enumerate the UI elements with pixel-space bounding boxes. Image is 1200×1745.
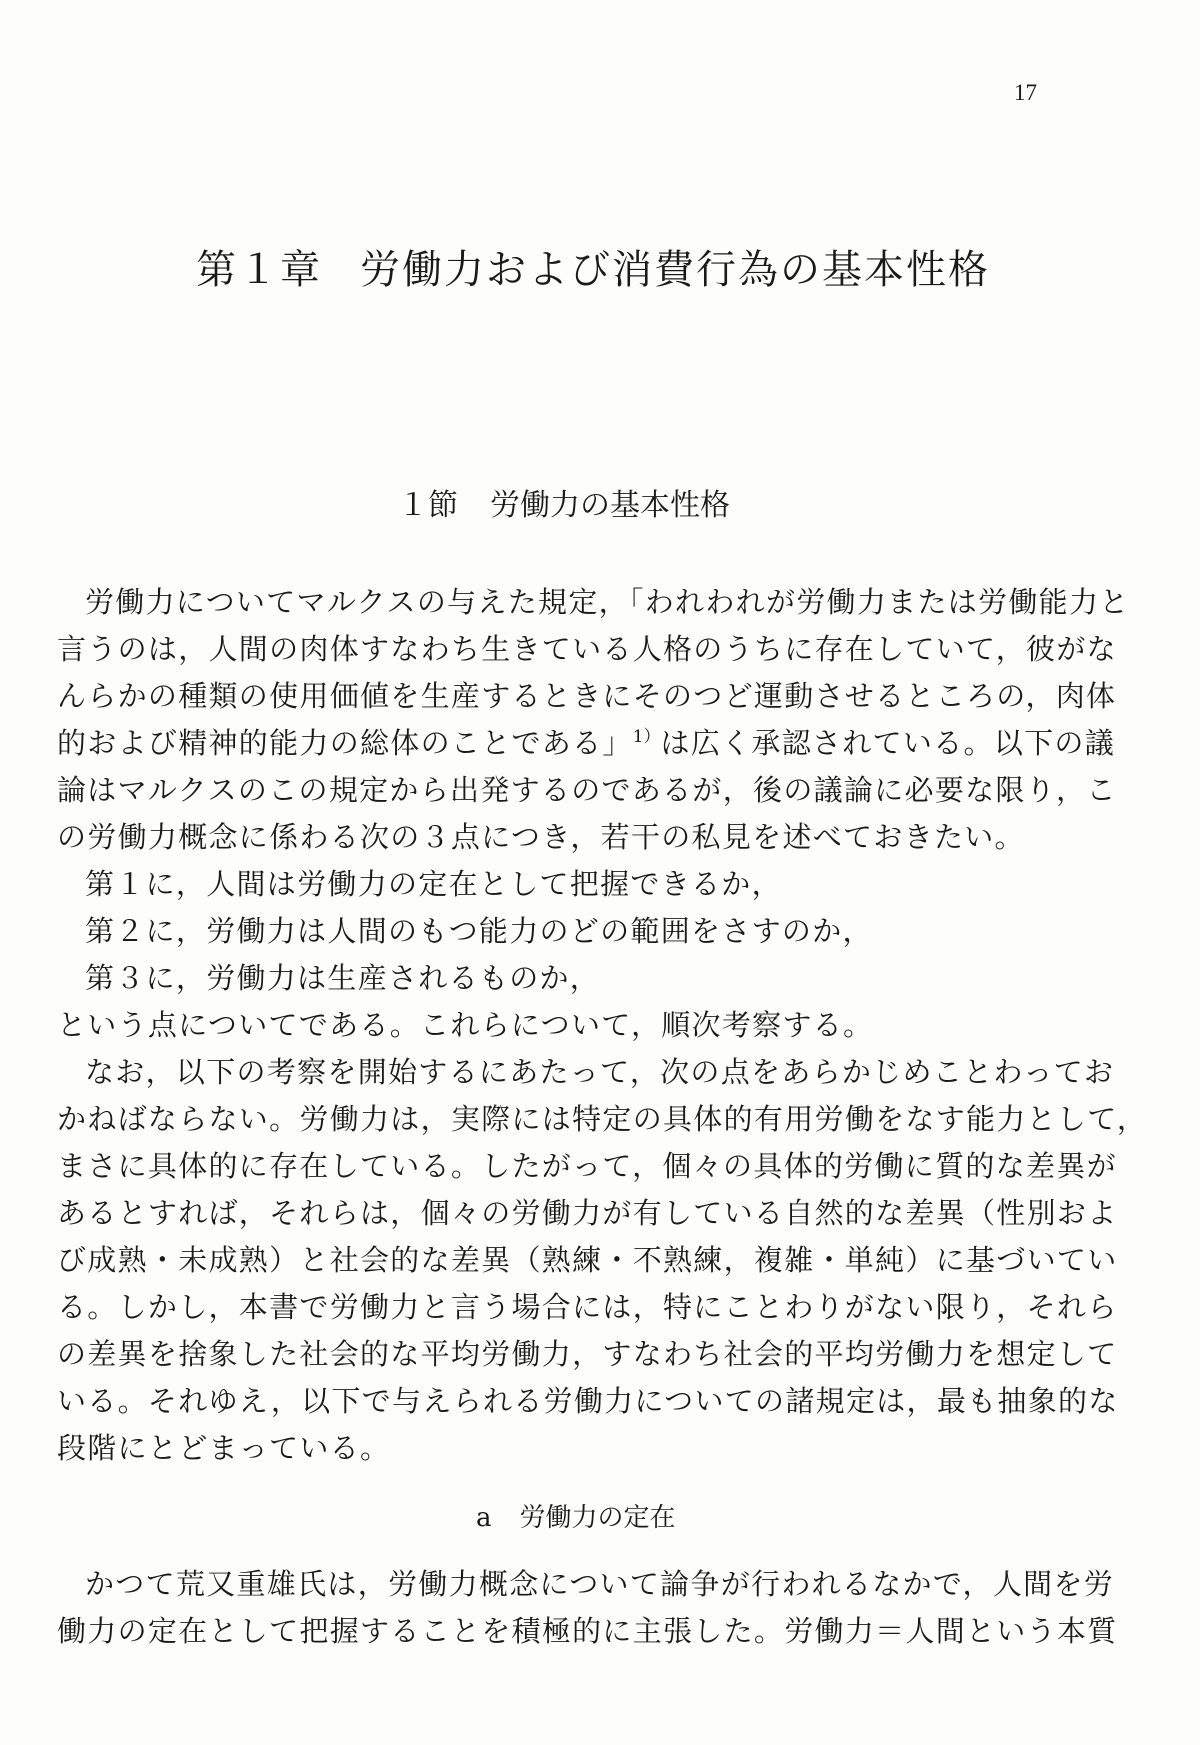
paragraph2-line1: なお，以下の考察を開始するにあたって，次の点をあらかじめことわってお xyxy=(85,1055,1115,1089)
paragraph2-line9: 段階にとどまっている。 xyxy=(57,1431,391,1465)
quote-end: 的および精神的能力の総体のことである」 xyxy=(57,726,633,760)
paragraph3-line1: かつて荒又重雄氏は，労働力概念について論争が行われるなかで，人間を労 xyxy=(85,1567,1115,1601)
section-number: １節 xyxy=(398,488,458,523)
point-3: 第３に，労働力は生産されるものか， xyxy=(85,961,601,995)
footnote-ref[interactable]: 1） xyxy=(632,727,661,747)
page-number: 17 xyxy=(1014,80,1037,105)
subsection-letter: a xyxy=(476,1503,492,1533)
paragraph1-line4 xyxy=(57,726,1116,760)
paragraph2-line4: あるとすれば，それらは，個々の労働力が有している自然的な差異（性別およ xyxy=(57,1196,1118,1230)
subsection-title xyxy=(476,1497,676,1534)
line4-tail: は広く承認されている。以下の議 xyxy=(660,726,1116,760)
chapter-number: 第１章 xyxy=(196,247,322,293)
chapter-name: 労働力および消費行為の基本性格 xyxy=(360,247,990,293)
point-1: 第１に，人間は労働力の定在として把握できるか， xyxy=(85,867,782,901)
paragraph1-line2: 言うのは，人間の肉体すなわち生きている人格のうちに存在していて，彼がな xyxy=(57,632,1117,666)
chapter-title xyxy=(196,238,990,295)
paragraph3-line2: 働力の定在として把握することを積極的に主張した。労働力＝人間という本質 xyxy=(57,1614,1118,1648)
paragraph2-line3: まさに具体的に存在している。したがって，個々の具体的労働に質的な差異が xyxy=(57,1149,1117,1183)
paragraph2-line5: び成熟・未成熟）と社会的な差異（熟練・不熟練，複雑・単純）に基づいてい xyxy=(57,1243,1118,1277)
point-2: 第２に，労働力は人間のもつ能力のどの範囲をさすのか， xyxy=(85,914,873,948)
paragraph2-line2: かねばならない。労働力は，実際には特定の具体的有用労働をなす能力として， xyxy=(57,1102,1148,1136)
paragraph2-line6: る。しかし，本書で労働力と言う場合には，特にことわりがない限り，それら xyxy=(57,1290,1118,1324)
section-name: 労働力の基本性格 xyxy=(490,488,730,523)
paragraph1-line1: 労働力についてマルクスの与えた規定，「われわれが労働力または労働能力と xyxy=(85,585,1130,619)
paragraph1-line3: んらかの種類の使用価値を生産するときにそのつど運動させるところの，肉体 xyxy=(57,679,1117,713)
paragraph2-line8: いる。それゆえ，以下で与えられる労働力についての諸規定は，最も抽象的な xyxy=(57,1384,1119,1418)
subsection-name: 労働力の定在 xyxy=(519,1503,676,1533)
paragraph1-line6: の労働力概念に係わる次の３点につき，若干の私見を述べておきたい。 xyxy=(57,820,1025,854)
paragraph1-line5: 論はマルクスのこの規定から出発するのであるが，後の議論に必要な限り，こ xyxy=(57,773,1117,807)
section-title xyxy=(398,480,730,524)
paragraph2-line7: の差異を捨象した社会的な平均労働力，すなわち社会的平均労働力を想定して xyxy=(57,1337,1118,1371)
points-conclusion: という点についてである。これらについて，順次考察する。 xyxy=(57,1008,874,1042)
